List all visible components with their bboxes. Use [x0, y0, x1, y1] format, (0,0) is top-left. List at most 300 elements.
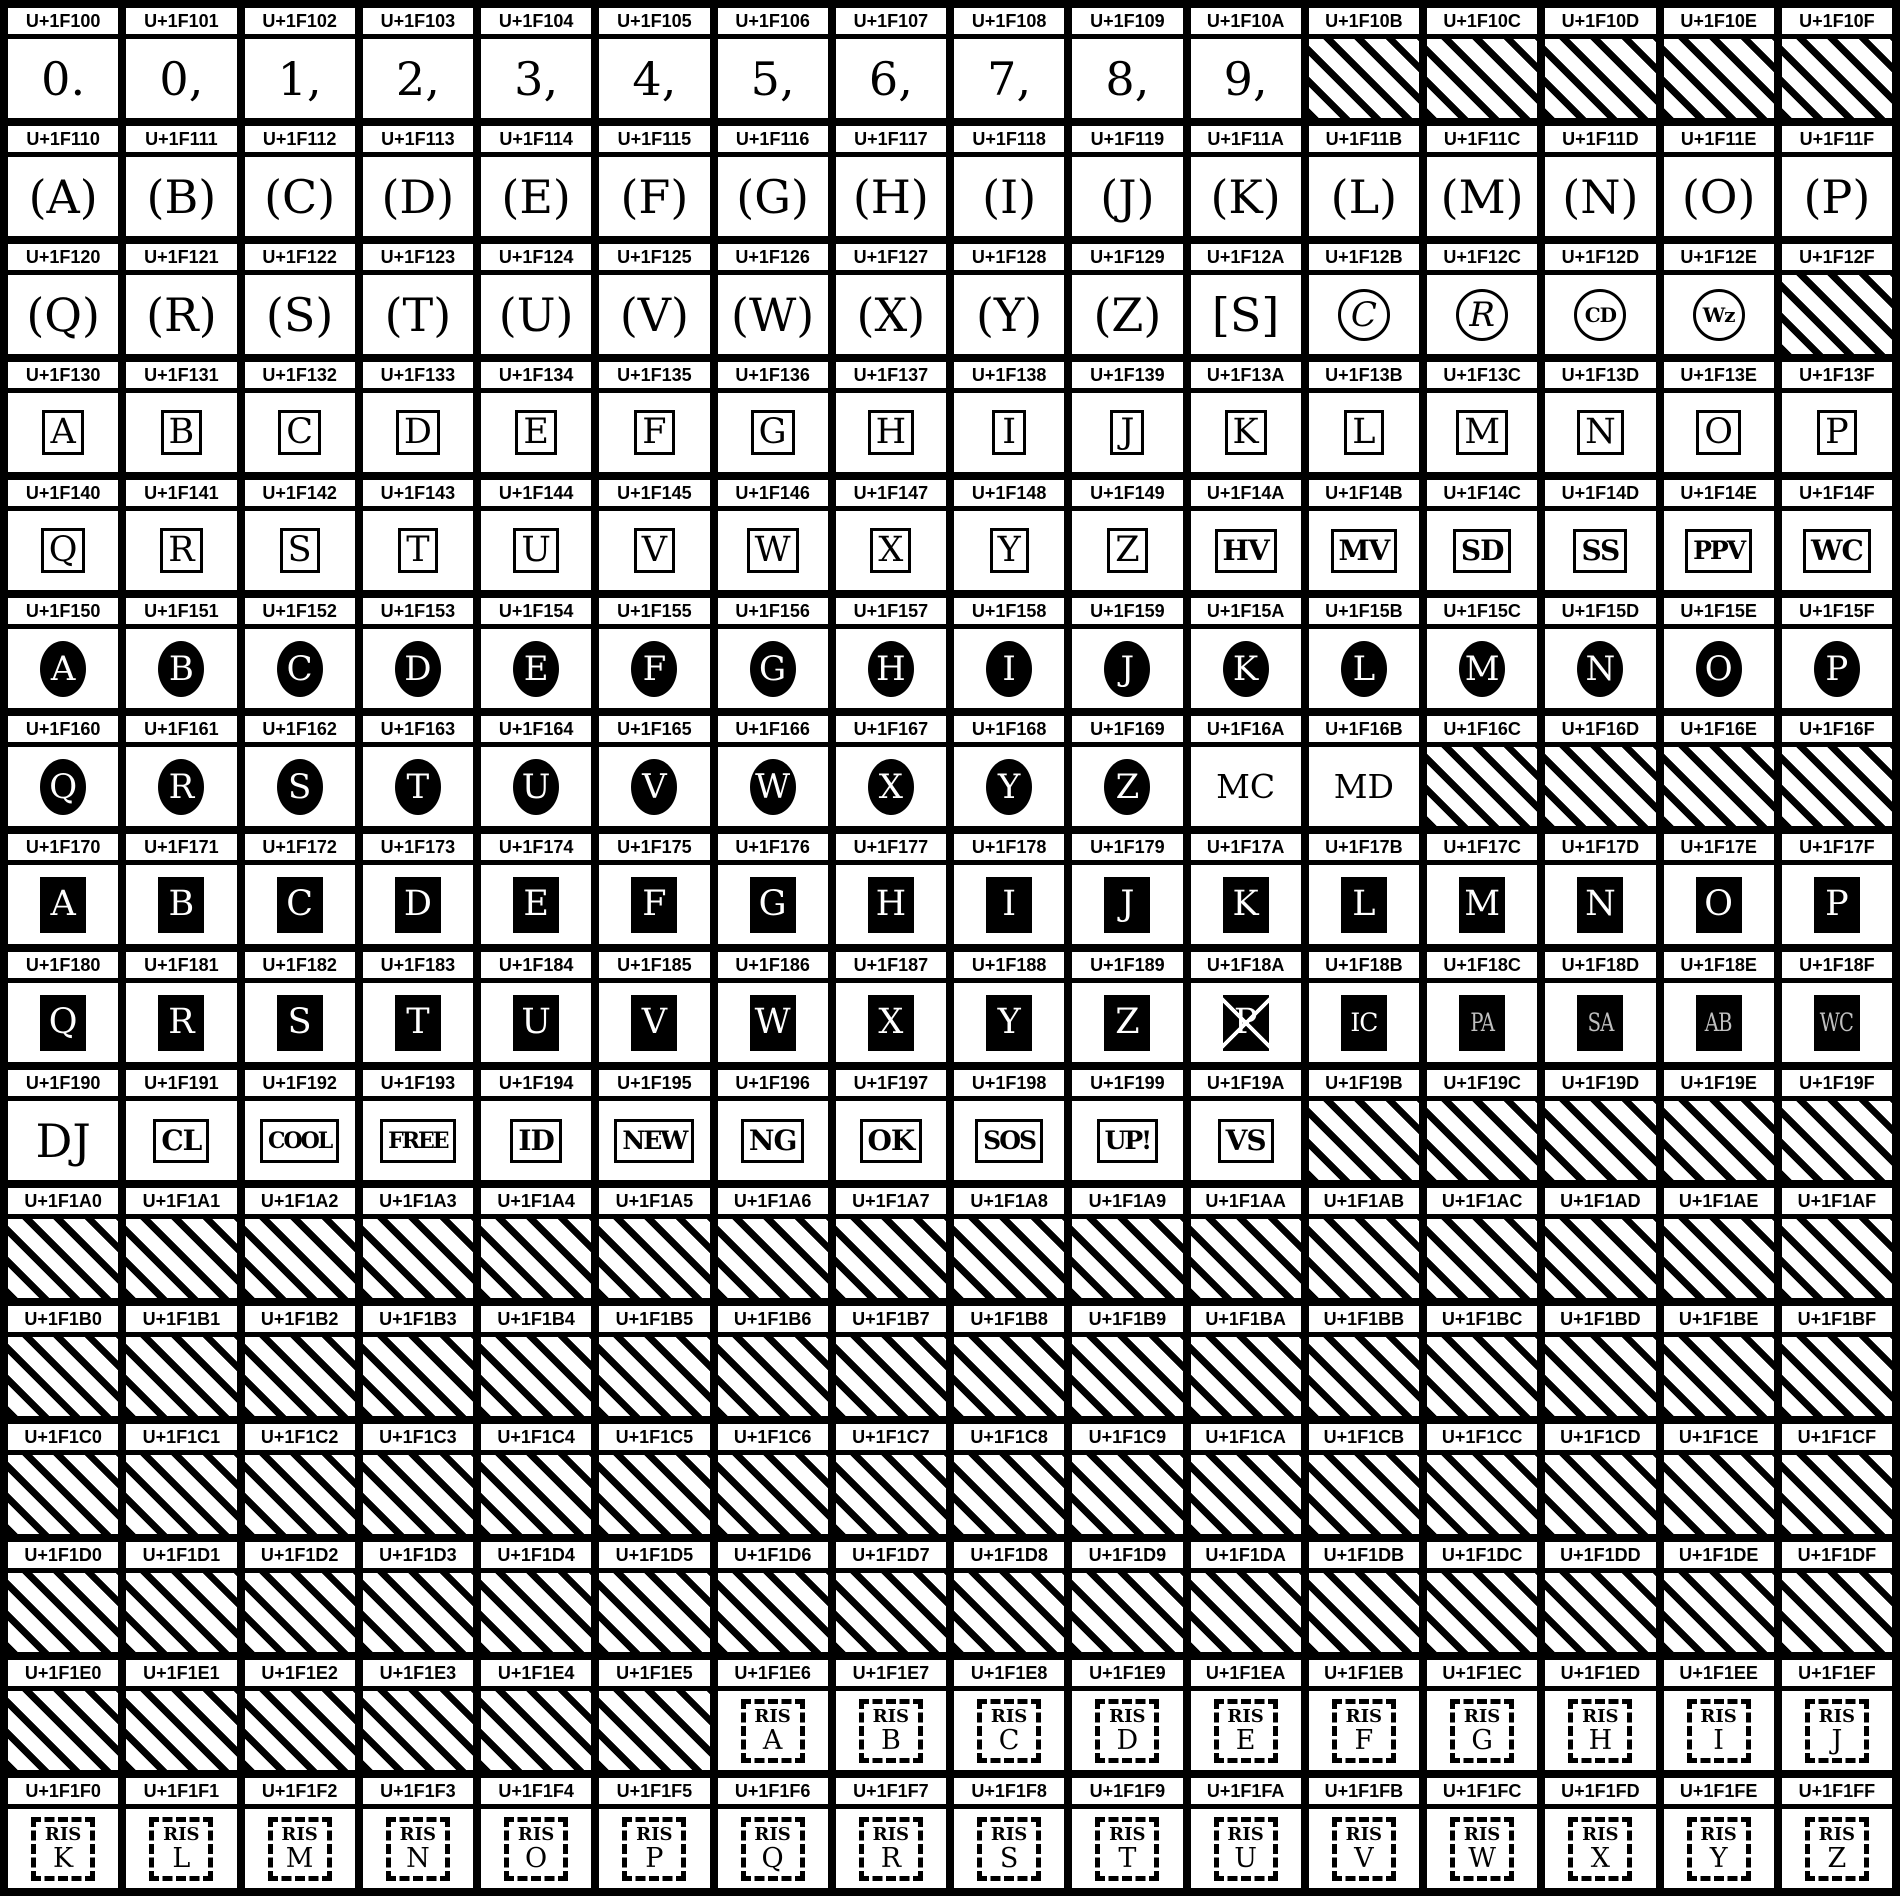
glyph-text: E	[523, 648, 549, 689]
reserved-hatch	[481, 1691, 591, 1770]
glyph	[954, 983, 1064, 1062]
cell-u1f15b	[1309, 598, 1419, 708]
glyph-frame	[1685, 529, 1752, 573]
glyph	[363, 157, 473, 236]
glyph-text: 7,	[987, 51, 1032, 106]
codepoint-label: U+1F1D4	[481, 1542, 591, 1568]
cell-u1f1e8	[954, 1660, 1064, 1770]
codepoint-label: U+1F1AA	[1191, 1188, 1301, 1214]
glyph	[836, 1691, 946, 1770]
codepoint-label: U+1F1E5	[599, 1660, 709, 1686]
ris-dashed-box	[1687, 1699, 1751, 1763]
glyph-frame	[158, 995, 204, 1051]
codepoint-label: U+1F1DE	[1664, 1542, 1774, 1568]
cell-u1f183	[363, 952, 473, 1062]
codepoint-label: U+1F104	[481, 8, 591, 34]
glyph	[481, 511, 591, 590]
cell-u1f1d2	[245, 1542, 355, 1652]
glyph-frame	[395, 995, 441, 1051]
cell-u1f18f	[1782, 952, 1892, 1062]
glyph-text: D	[403, 412, 432, 452]
cell-u1f1e6	[718, 1660, 828, 1770]
reserved-hatch	[1782, 1101, 1892, 1180]
glyph	[245, 747, 355, 826]
cell-u1f12b	[1309, 244, 1419, 354]
cell-u1f14d	[1545, 480, 1655, 590]
cell-u1f16c	[1427, 716, 1537, 826]
glyph-frame	[513, 759, 559, 815]
reserved-hatch	[1072, 1455, 1182, 1534]
cell-u1f1d0	[8, 1542, 118, 1652]
glyph-text: AB	[1705, 1008, 1733, 1037]
glyph	[599, 1101, 709, 1180]
codepoint-label: U+1F1F0	[8, 1778, 118, 1804]
cell-u1f171	[126, 834, 236, 944]
glyph-text: C	[286, 648, 313, 689]
glyph	[1191, 1101, 1301, 1180]
codepoint-label: U+1F176	[718, 834, 828, 860]
glyph-frame	[1574, 289, 1626, 341]
glyph-text: CD	[1584, 302, 1616, 327]
glyph	[245, 1101, 355, 1180]
cell-u1f13a	[1191, 362, 1301, 472]
glyph	[1072, 983, 1182, 1062]
glyph-frame	[1814, 995, 1860, 1051]
ris-dashed-box	[1332, 1699, 1396, 1763]
cell-u1f178	[954, 834, 1064, 944]
cell-u1f1cd	[1545, 1424, 1655, 1534]
glyph-text: J	[1120, 648, 1135, 689]
glyph-frame	[631, 877, 677, 933]
glyph	[954, 1691, 1064, 1770]
cell-u1f162	[245, 716, 355, 826]
cell-u1f150	[8, 598, 118, 708]
glyph	[363, 1101, 473, 1180]
cell-u1f158	[954, 598, 1064, 708]
cell-u1f128	[954, 244, 1064, 354]
glyph	[363, 393, 473, 472]
cell-u1f142	[245, 480, 355, 590]
cell-u1f133	[363, 362, 473, 472]
reserved-hatch	[1782, 1219, 1892, 1298]
glyph	[1427, 1691, 1537, 1770]
cell-u1f104	[481, 8, 591, 118]
ris-label: RIS	[1700, 1705, 1737, 1727]
glyph-frame	[1218, 1119, 1274, 1163]
codepoint-label: U+1F109	[1072, 8, 1182, 34]
codepoint-label: U+1F15E	[1664, 598, 1774, 624]
codepoint-label: U+1F1DB	[1309, 1542, 1419, 1568]
codepoint-label: U+1F1E3	[363, 1660, 473, 1686]
cell-u1f1ea	[1191, 1660, 1301, 1770]
cell-u1f185	[599, 952, 709, 1062]
glyph	[1072, 511, 1182, 590]
ris-dashed-box	[977, 1817, 1041, 1881]
ris-dashed-box	[1805, 1817, 1869, 1881]
codepoint-label: U+1F188	[954, 952, 1064, 978]
cell-u1f197	[836, 1070, 946, 1180]
cell-u1f127	[836, 244, 946, 354]
glyph-frame	[161, 410, 203, 455]
reserved-hatch	[363, 1573, 473, 1652]
codepoint-label: U+1F1C5	[599, 1424, 709, 1450]
reserved-hatch	[954, 1219, 1064, 1298]
cell-u1f1a4	[481, 1188, 591, 1298]
glyph-text: (C)	[264, 169, 336, 224]
glyph-text: SA	[1587, 1008, 1614, 1037]
glyph-text: (T)	[384, 287, 452, 342]
glyph-text: (V)	[619, 287, 689, 342]
cell-u1f18d	[1545, 952, 1655, 1062]
ris-dashed-box	[1214, 1699, 1278, 1763]
glyph	[1427, 865, 1537, 944]
cell-u1f1c9	[1072, 1424, 1182, 1534]
glyph-text: G	[758, 884, 787, 924]
codepoint-label: U+1F1A4	[481, 1188, 591, 1214]
reserved-hatch	[1545, 1455, 1655, 1534]
glyph-text: Z	[1115, 766, 1140, 807]
codepoint-label: U+1F19F	[1782, 1070, 1892, 1096]
reserved-hatch	[1664, 1101, 1774, 1180]
cell-u1f15a	[1191, 598, 1301, 708]
glyph-text: WC	[1820, 1008, 1854, 1037]
glyph-frame	[41, 528, 86, 573]
cell-u1f19e	[1664, 1070, 1774, 1180]
cell-u1f1d1	[126, 1542, 236, 1652]
codepoint-label: U+1F1A6	[718, 1188, 828, 1214]
glyph	[954, 865, 1064, 944]
cell-u1f192	[245, 1070, 355, 1180]
codepoint-label: U+1F1A3	[363, 1188, 473, 1214]
cell-u1f1d7	[836, 1542, 946, 1652]
cell-u1f1f5	[599, 1778, 709, 1888]
glyph	[363, 511, 473, 590]
reserved-hatch	[1427, 1101, 1537, 1180]
glyph	[1309, 1691, 1419, 1770]
reserved-hatch	[1072, 1219, 1182, 1298]
glyph-text: F	[642, 648, 667, 689]
glyph	[1782, 865, 1892, 944]
ris-dashed-box	[1805, 1699, 1869, 1763]
codepoint-label: U+1F174	[481, 834, 591, 860]
ris-letter: J	[1831, 1724, 1843, 1756]
glyph-text: H	[875, 884, 907, 924]
cell-u1f1f7	[836, 1778, 946, 1888]
glyph-text: D	[404, 648, 432, 689]
cell-u1f143	[363, 480, 473, 590]
codepoint-label: U+1F155	[599, 598, 709, 624]
cell-u1f18c	[1427, 952, 1537, 1062]
glyph-text: M	[1464, 648, 1500, 689]
ris-label: RIS	[636, 1823, 673, 1845]
glyph-frame	[1107, 528, 1147, 573]
reserved-hatch	[1664, 747, 1774, 826]
glyph-text: 9,	[1223, 51, 1268, 106]
glyph	[8, 629, 118, 708]
reserved-hatch	[1427, 1219, 1537, 1298]
codepoint-label: U+1F132	[245, 362, 355, 388]
cell-u1f1c5	[599, 1424, 709, 1534]
ris-dashed-box	[859, 1817, 923, 1881]
ris-dashed-box	[504, 1817, 568, 1881]
cell-u1f1b9	[1072, 1306, 1182, 1416]
glyph	[599, 1809, 709, 1888]
ris-letter: V	[1354, 1842, 1374, 1874]
glyph-text: (G)	[736, 169, 809, 224]
glyph	[245, 393, 355, 472]
codepoint-label: U+1F116	[718, 126, 828, 152]
ris-letter: P	[645, 1842, 664, 1874]
glyph-text: (O)	[1681, 169, 1756, 224]
glyph-text: G	[759, 648, 787, 689]
cell-u1f1a8	[954, 1188, 1064, 1298]
cell-u1f1cb	[1309, 1424, 1419, 1534]
codepoint-label: U+1F11C	[1427, 126, 1537, 152]
glyph-frame	[395, 641, 441, 697]
cell-u1f109	[1072, 8, 1182, 118]
glyph	[1191, 157, 1301, 236]
glyph-text: COOL	[267, 1127, 332, 1154]
codepoint-label: U+1F13E	[1664, 362, 1774, 388]
reserved-hatch	[1664, 1219, 1774, 1298]
cell-u1f1ae	[1664, 1188, 1774, 1298]
glyph-frame	[513, 877, 559, 933]
cell-u1f1db	[1309, 1542, 1419, 1652]
glyph-text: 2,	[395, 51, 440, 106]
cell-u1f148	[954, 480, 1064, 590]
glyph	[126, 983, 236, 1062]
glyph-text: N	[1585, 884, 1616, 924]
reserved-hatch	[1309, 1573, 1419, 1652]
ris-letter: C	[998, 1724, 1020, 1756]
glyph	[599, 747, 709, 826]
cell-u1f169	[1072, 716, 1182, 826]
glyph-frame	[1331, 529, 1398, 573]
cell-u1f112	[245, 126, 355, 236]
glyph	[481, 983, 591, 1062]
codepoint-label: U+1F129	[1072, 244, 1182, 270]
glyph-text: Z	[1115, 1002, 1140, 1042]
codepoint-label: U+1F13C	[1427, 362, 1537, 388]
reserved-hatch	[718, 1337, 828, 1416]
reserved-hatch	[8, 1455, 118, 1534]
codepoint-label: U+1F1FC	[1427, 1778, 1537, 1804]
reserved-hatch	[599, 1219, 709, 1298]
cell-u1f1e0	[8, 1660, 118, 1770]
cell-u1f159	[1072, 598, 1182, 708]
glyph-frame	[1456, 410, 1508, 455]
codepoint-label: U+1F14E	[1664, 480, 1774, 506]
glyph-text: X	[878, 1002, 904, 1042]
codepoint-label: U+1F11A	[1191, 126, 1301, 152]
reserved-hatch	[1782, 1337, 1892, 1416]
glyph-frame	[158, 877, 204, 933]
codepoint-label: U+1F1E0	[8, 1660, 118, 1686]
reserved-hatch	[599, 1455, 709, 1534]
codepoint-label: U+1F1EF	[1782, 1660, 1892, 1686]
glyph-text: Q	[48, 530, 78, 570]
reserved-hatch	[126, 1573, 236, 1652]
cell-u1f130	[8, 362, 118, 472]
ris-dashed-box	[1095, 1817, 1159, 1881]
glyph	[481, 1809, 591, 1888]
codepoint-label: U+1F1F4	[481, 1778, 591, 1804]
glyph-frame	[280, 528, 320, 573]
glyph-text: 4,	[632, 51, 677, 106]
glyph-frame	[1577, 995, 1623, 1051]
reserved-hatch	[245, 1455, 355, 1534]
codepoint-label: U+1F16A	[1191, 716, 1301, 742]
cell-u1f1ce	[1664, 1424, 1774, 1534]
cell-u1f1a5	[599, 1188, 709, 1298]
codepoint-label: U+1F189	[1072, 952, 1182, 978]
cell-u1f116	[718, 126, 828, 236]
codepoint-label: U+1F133	[363, 362, 473, 388]
cell-u1f19d	[1545, 1070, 1655, 1180]
reserved-hatch	[481, 1337, 591, 1416]
codepoint-label: U+1F1D7	[836, 1542, 946, 1568]
glyph-frame	[631, 759, 677, 815]
cell-u1f139	[1072, 362, 1182, 472]
codepoint-label: U+1F186	[718, 952, 828, 978]
glyph	[1427, 511, 1537, 590]
codepoint-label: U+1F1C4	[481, 1424, 591, 1450]
glyph-text: T	[406, 766, 430, 807]
cell-u1f1f1	[126, 1778, 236, 1888]
glyph-text: K	[1232, 648, 1259, 689]
codepoint-label: U+1F196	[718, 1070, 828, 1096]
reserved-hatch	[8, 1337, 118, 1416]
glyph-text: (U)	[498, 287, 574, 342]
glyph	[1309, 157, 1419, 236]
cell-u1f11a	[1191, 126, 1301, 236]
reserved-hatch	[363, 1691, 473, 1770]
cell-u1f129	[1072, 244, 1182, 354]
glyph	[1191, 747, 1301, 826]
glyph-text: SOS	[983, 1126, 1036, 1155]
reserved-hatch	[245, 1691, 355, 1770]
glyph-text: U	[521, 1002, 551, 1042]
codepoint-label: U+1F1A1	[126, 1188, 236, 1214]
glyph-text: 0,	[159, 51, 204, 106]
codepoint-label: U+1F157	[836, 598, 946, 624]
cell-u1f19a	[1191, 1070, 1301, 1180]
glyph-frame	[986, 877, 1032, 933]
cell-u1f151	[126, 598, 236, 708]
cell-u1f12c	[1427, 244, 1537, 354]
glyph-text: O	[1704, 412, 1733, 452]
cell-u1f195	[599, 1070, 709, 1180]
codepoint-label: U+1F1C9	[1072, 1424, 1182, 1450]
codepoint-label: U+1F1E9	[1072, 1660, 1182, 1686]
glyph-frame	[278, 410, 321, 455]
glyph	[599, 393, 709, 472]
reserved-hatch	[599, 1337, 709, 1416]
cell-u1f1a1	[126, 1188, 236, 1298]
glyph	[1072, 1691, 1182, 1770]
glyph-frame	[870, 528, 911, 573]
codepoint-label: U+1F152	[245, 598, 355, 624]
codepoint-label: U+1F187	[836, 952, 946, 978]
glyph-text: (P)	[1803, 169, 1871, 224]
ris-dashed-box	[741, 1817, 805, 1881]
glyph-text: K	[1232, 412, 1259, 452]
glyph-frame	[868, 641, 914, 697]
ris-label: RIS	[517, 1823, 555, 1845]
glyph-frame	[1097, 1119, 1159, 1163]
glyph	[1191, 983, 1301, 1062]
codepoint-label: U+1F114	[481, 126, 591, 152]
cell-u1f12e	[1664, 244, 1774, 354]
cell-u1f177	[836, 834, 946, 944]
codepoint-label: U+1F11B	[1309, 126, 1419, 152]
codepoint-label: U+1F15A	[1191, 598, 1301, 624]
codepoint-label: U+1F194	[481, 1070, 591, 1096]
glyph-text: R	[168, 766, 195, 807]
reserved-hatch	[1545, 1219, 1655, 1298]
cell-u1f13e	[1664, 362, 1774, 472]
cell-u1f1df	[1782, 1542, 1892, 1652]
glyph	[599, 511, 709, 590]
codepoint-label: U+1F102	[245, 8, 355, 34]
cell-u1f17c	[1427, 834, 1537, 944]
ris-dashed-box	[1450, 1699, 1514, 1763]
glyph-text: L	[1352, 884, 1376, 924]
glyph-frame	[1459, 641, 1505, 697]
cell-u1f14b	[1309, 480, 1419, 590]
codepoint-label: U+1F113	[363, 126, 473, 152]
glyph-text: SD	[1460, 533, 1504, 567]
glyph	[363, 1809, 473, 1888]
codepoint-label: U+1F1C0	[8, 1424, 118, 1450]
ris-letter: X	[1590, 1842, 1610, 1874]
reserved-hatch	[1072, 1337, 1182, 1416]
ris-letter: D	[1116, 1724, 1139, 1756]
glyph	[599, 275, 709, 354]
codepoint-label: U+1F13A	[1191, 362, 1301, 388]
codepoint-label: U+1F1EB	[1309, 1660, 1419, 1686]
glyph-frame	[868, 759, 914, 815]
cell-u1f145	[599, 480, 709, 590]
glyph-text: I	[1002, 648, 1016, 689]
reserved-hatch	[126, 1219, 236, 1298]
codepoint-label: U+1F1EC	[1427, 1660, 1537, 1686]
glyph	[954, 275, 1064, 354]
cell-u1f166	[718, 716, 828, 826]
codepoint-label: U+1F100	[8, 8, 118, 34]
ris-letter: R	[880, 1842, 902, 1874]
cell-u1f1c7	[836, 1424, 946, 1534]
codepoint-label: U+1F184	[481, 952, 591, 978]
cell-u1f1a9	[1072, 1188, 1182, 1298]
codepoint-label: U+1F199	[1072, 1070, 1182, 1096]
reserved-hatch	[245, 1337, 355, 1416]
codepoint-label: U+1F19E	[1664, 1070, 1774, 1096]
glyph-frame	[277, 995, 323, 1051]
ris-label: RIS	[399, 1823, 437, 1845]
glyph	[1664, 865, 1774, 944]
cell-u1f12f	[1782, 244, 1892, 354]
cell-u1f1f4	[481, 1778, 591, 1888]
codepoint-label: U+1F1BF	[1782, 1306, 1892, 1332]
cell-u1f136	[718, 362, 828, 472]
reserved-hatch	[126, 1337, 236, 1416]
codepoint-label: U+1F141	[126, 480, 236, 506]
cell-u1f167	[836, 716, 946, 826]
glyph	[599, 157, 709, 236]
glyph-frame	[158, 759, 204, 815]
glyph	[1782, 1809, 1892, 1888]
